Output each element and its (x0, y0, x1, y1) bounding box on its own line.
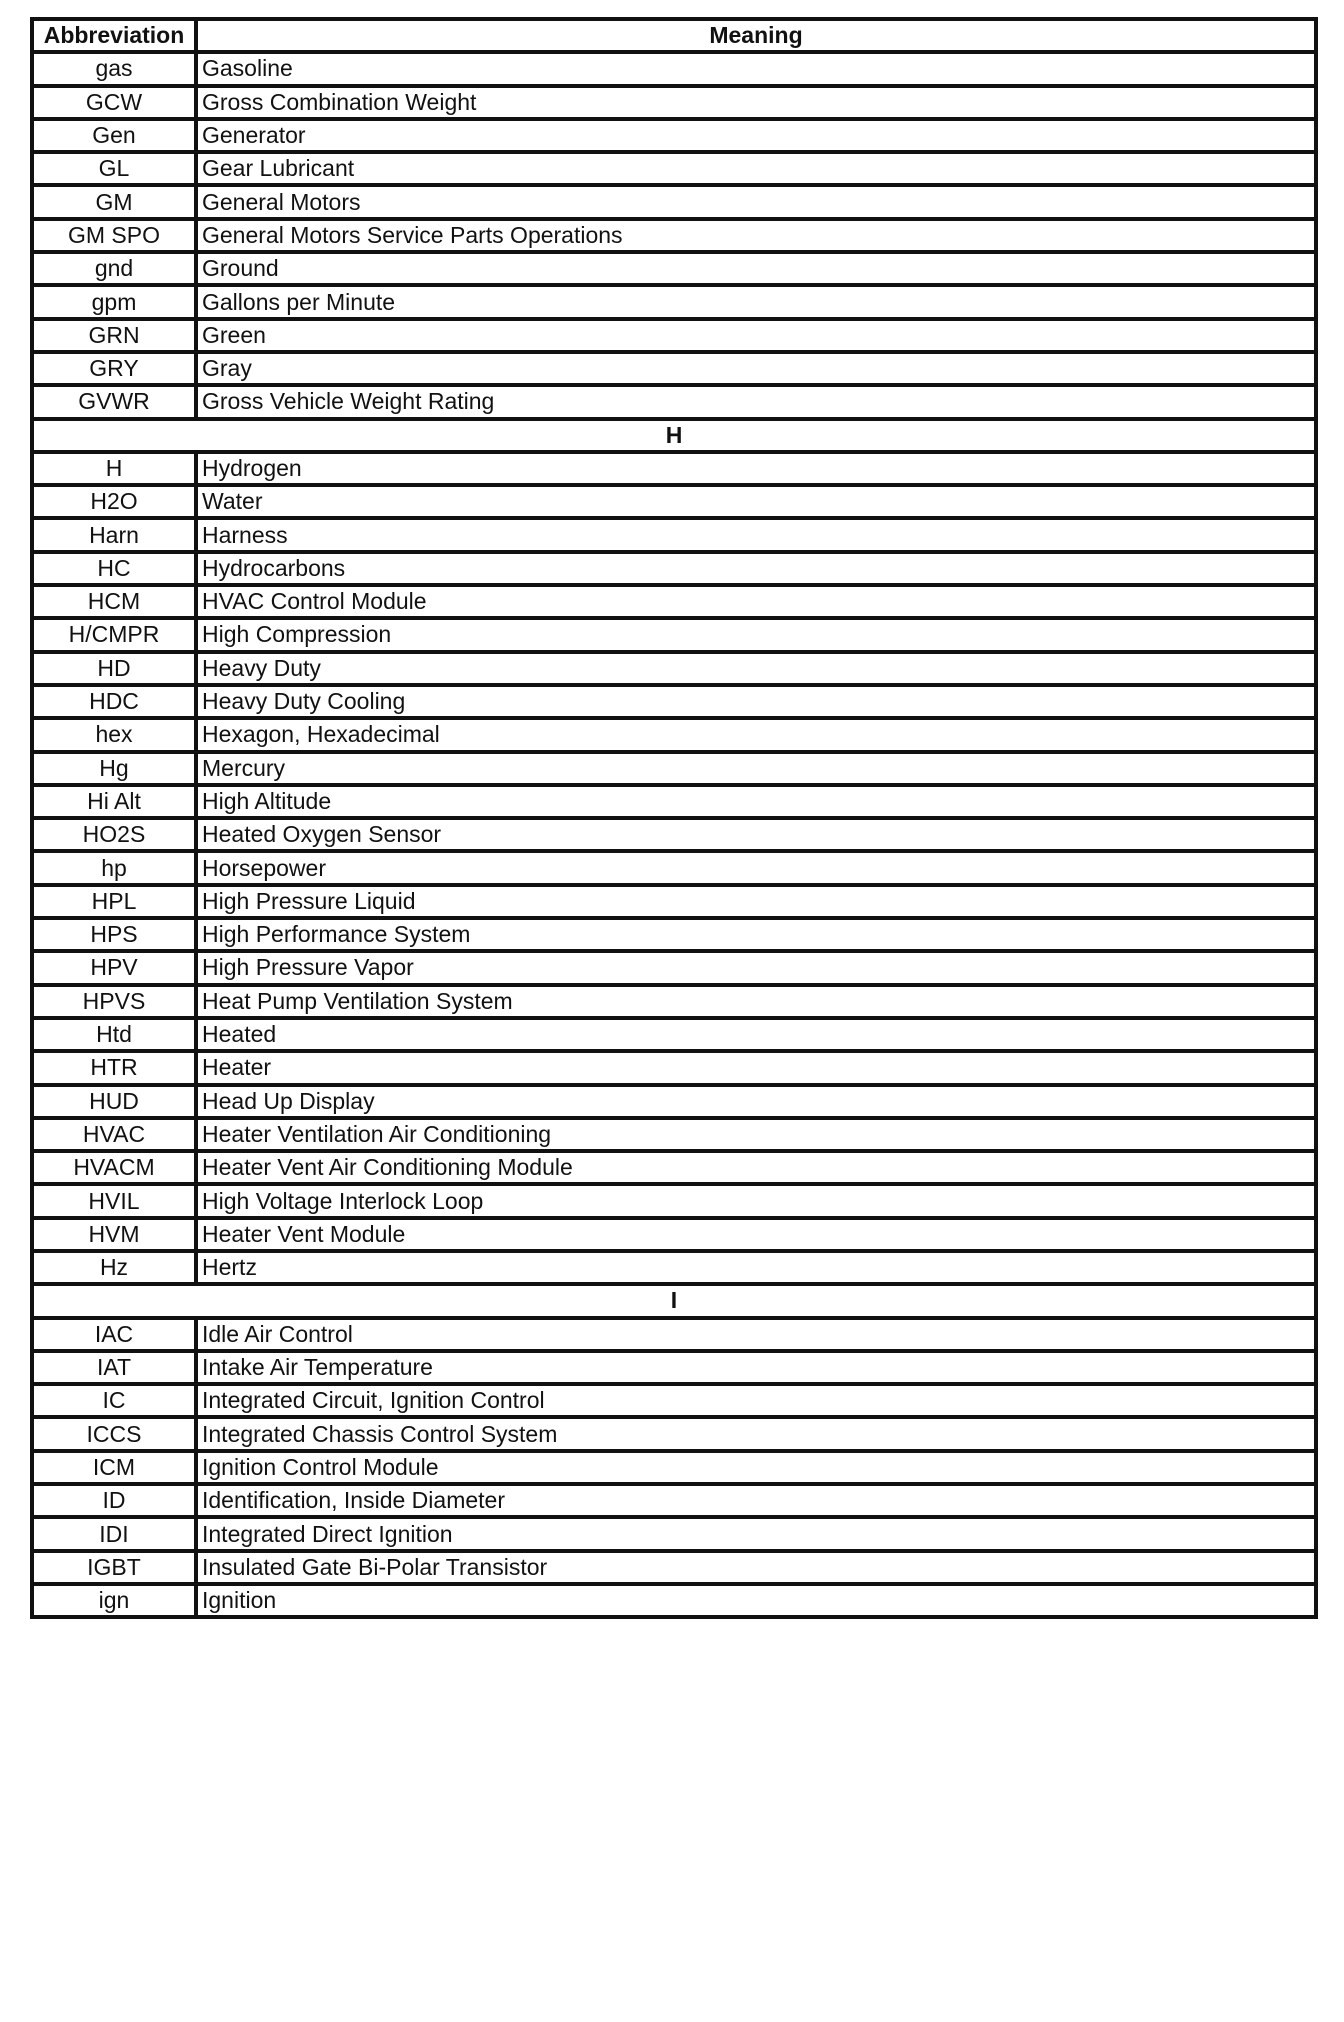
abbreviation-cell: ICCS (32, 1417, 196, 1450)
table-row (32, 1484, 1316, 1517)
meaning-cell: Hydrocarbons (196, 552, 1316, 585)
abbreviation-cell: GRY (32, 352, 196, 385)
meaning-cell: High Voltage Interlock Loop (196, 1184, 1316, 1217)
meaning-cell: High Pressure Liquid (196, 885, 1316, 918)
meaning-cell: Generator (196, 119, 1316, 152)
meaning-cell: Heavy Duty Cooling (196, 685, 1316, 718)
table-row (32, 885, 1316, 918)
abbreviation-cell: HUD (32, 1085, 196, 1118)
meaning-cell: Gear Lubricant (196, 152, 1316, 185)
table-row (32, 518, 1316, 551)
table-row (32, 685, 1316, 718)
abbreviation-cell: IAC (32, 1318, 196, 1351)
table-row (32, 1318, 1316, 1351)
abbreviation-cell: HTR (32, 1051, 196, 1084)
meaning-cell: Intake Air Temperature (196, 1351, 1316, 1384)
section-header-row (32, 1284, 1316, 1317)
abbreviation-cell: Htd (32, 1018, 196, 1051)
meaning-cell: Hertz (196, 1251, 1316, 1284)
table-row (32, 618, 1316, 651)
abbreviation-cell: ID (32, 1484, 196, 1517)
table-row (32, 552, 1316, 585)
table-row (32, 1251, 1316, 1284)
meaning-cell: General Motors (196, 185, 1316, 218)
table-row (32, 1018, 1316, 1051)
meaning-cell: Heater Vent Air Conditioning Module (196, 1151, 1316, 1184)
meaning-cell: Insulated Gate Bi-Polar Transistor (196, 1551, 1316, 1584)
abbreviation-table (30, 17, 1318, 1619)
abbreviation-cell: hex (32, 718, 196, 751)
meaning-cell: Ignition (196, 1584, 1316, 1617)
table-row (32, 985, 1316, 1018)
table-row (32, 219, 1316, 252)
abbreviation-cell: HPVS (32, 985, 196, 1018)
meaning-cell: High Compression (196, 618, 1316, 651)
table-row (32, 1085, 1316, 1118)
table-row (32, 385, 1316, 418)
meaning-cell: Integrated Direct Ignition (196, 1517, 1316, 1550)
meaning-cell: High Performance System (196, 918, 1316, 951)
meaning-cell: HVAC Control Module (196, 585, 1316, 618)
table-row (32, 1218, 1316, 1251)
abbreviation-cell: Hz (32, 1251, 196, 1284)
abbreviation-cell: ign (32, 1584, 196, 1617)
table-row (32, 1451, 1316, 1484)
meaning-cell: Horsepower (196, 851, 1316, 884)
table-row (32, 1551, 1316, 1584)
meaning-cell: Gasoline (196, 52, 1316, 85)
table-row (32, 1118, 1316, 1151)
meaning-cell: Heater Vent Module (196, 1218, 1316, 1251)
abbreviation-cell: IDI (32, 1517, 196, 1550)
meaning-cell: Idle Air Control (196, 1318, 1316, 1351)
abbreviation-cell: gas (32, 52, 196, 85)
table-row (32, 1417, 1316, 1450)
abbreviation-cell: HO2S (32, 818, 196, 851)
table-row (32, 918, 1316, 951)
table-row (32, 951, 1316, 984)
table-row (32, 1051, 1316, 1084)
meaning-cell: Hexagon, Hexadecimal (196, 718, 1316, 751)
abbreviation-cell: Harn (32, 518, 196, 551)
abbreviation-cell: HPS (32, 918, 196, 951)
section-letter: H (32, 419, 1316, 452)
abbreviation-cell: H2O (32, 485, 196, 518)
abbreviation-cell: Hi Alt (32, 785, 196, 818)
meaning-cell: Heater Ventilation Air Conditioning (196, 1118, 1316, 1151)
abbreviation-cell: HC (32, 552, 196, 585)
abbreviation-cell: HVIL (32, 1184, 196, 1217)
abbreviation-cell: HPL (32, 885, 196, 918)
abbreviation-cell: GL (32, 152, 196, 185)
section-letter: I (32, 1284, 1316, 1317)
abbreviation-cell: HVM (32, 1218, 196, 1251)
abbreviation-cell: Hg (32, 752, 196, 785)
meaning-cell: Harness (196, 518, 1316, 551)
abbreviation-cell: ICM (32, 1451, 196, 1484)
abbreviation-cell: GRN (32, 319, 196, 352)
meaning-cell: Green (196, 319, 1316, 352)
meaning-cell: Heavy Duty (196, 652, 1316, 685)
table-row (32, 252, 1316, 285)
abbreviation-cell: GVWR (32, 385, 196, 418)
meaning-cell: Heated Oxygen Sensor (196, 818, 1316, 851)
abbreviation-cell: Gen (32, 119, 196, 152)
table-row (32, 452, 1316, 485)
table-body (32, 52, 1316, 1617)
table-row (32, 52, 1316, 85)
abbreviation-cell: HCM (32, 585, 196, 618)
meaning-cell: Hydrogen (196, 452, 1316, 485)
table-row (32, 285, 1316, 318)
abbreviation-cell: GCW (32, 86, 196, 119)
table-row (32, 485, 1316, 518)
meaning-cell: High Altitude (196, 785, 1316, 818)
table-row (32, 352, 1316, 385)
abbreviation-cell: HPV (32, 951, 196, 984)
meaning-cell: Gross Vehicle Weight Rating (196, 385, 1316, 418)
meaning-cell: Water (196, 485, 1316, 518)
meaning-cell: Ground (196, 252, 1316, 285)
abbreviation-cell: H (32, 452, 196, 485)
table-row (32, 86, 1316, 119)
table-row (32, 752, 1316, 785)
abbreviation-cell: GM (32, 185, 196, 218)
meaning-cell: Gray (196, 352, 1316, 385)
abbreviation-cell: HVAC (32, 1118, 196, 1151)
table-row (32, 718, 1316, 751)
header-meaning: Meaning (196, 19, 1316, 52)
meaning-cell: General Motors Service Parts Operations (196, 219, 1316, 252)
meaning-cell: Integrated Circuit, Ignition Control (196, 1384, 1316, 1417)
meaning-cell: Head Up Display (196, 1085, 1316, 1118)
table-row (32, 185, 1316, 218)
abbreviation-cell: GM SPO (32, 219, 196, 252)
meaning-cell: Gross Combination Weight (196, 86, 1316, 119)
meaning-cell: Gallons per Minute (196, 285, 1316, 318)
meaning-cell: Heated (196, 1018, 1316, 1051)
abbreviation-cell: HDC (32, 685, 196, 718)
abbreviation-cell: IC (32, 1384, 196, 1417)
table-row (32, 1151, 1316, 1184)
abbreviation-cell: IAT (32, 1351, 196, 1384)
table-row (32, 1517, 1316, 1550)
header-row (32, 19, 1316, 52)
table-row (32, 818, 1316, 851)
table-row (32, 1584, 1316, 1617)
abbreviation-cell: gnd (32, 252, 196, 285)
table-row (32, 1184, 1316, 1217)
table-row (32, 785, 1316, 818)
header-abbreviation: Abbreviation (32, 19, 196, 52)
table-row (32, 1384, 1316, 1417)
table-row (32, 652, 1316, 685)
meaning-cell: Heat Pump Ventilation System (196, 985, 1316, 1018)
table-row (32, 585, 1316, 618)
abbreviation-cell: HD (32, 652, 196, 685)
meaning-cell: Heater (196, 1051, 1316, 1084)
section-header-row (32, 419, 1316, 452)
meaning-cell: High Pressure Vapor (196, 951, 1316, 984)
table-row (32, 152, 1316, 185)
table-row (32, 119, 1316, 152)
abbreviation-cell: H/CMPR (32, 618, 196, 651)
meaning-cell: Integrated Chassis Control System (196, 1417, 1316, 1450)
abbreviation-cell: gpm (32, 285, 196, 318)
abbreviation-cell: IGBT (32, 1551, 196, 1584)
table-row (32, 851, 1316, 884)
meaning-cell: Identification, Inside Diameter (196, 1484, 1316, 1517)
abbreviation-cell: HVACM (32, 1151, 196, 1184)
abbreviation-cell: hp (32, 851, 196, 884)
meaning-cell: Mercury (196, 752, 1316, 785)
table-row (32, 1351, 1316, 1384)
meaning-cell: Ignition Control Module (196, 1451, 1316, 1484)
table-row (32, 319, 1316, 352)
